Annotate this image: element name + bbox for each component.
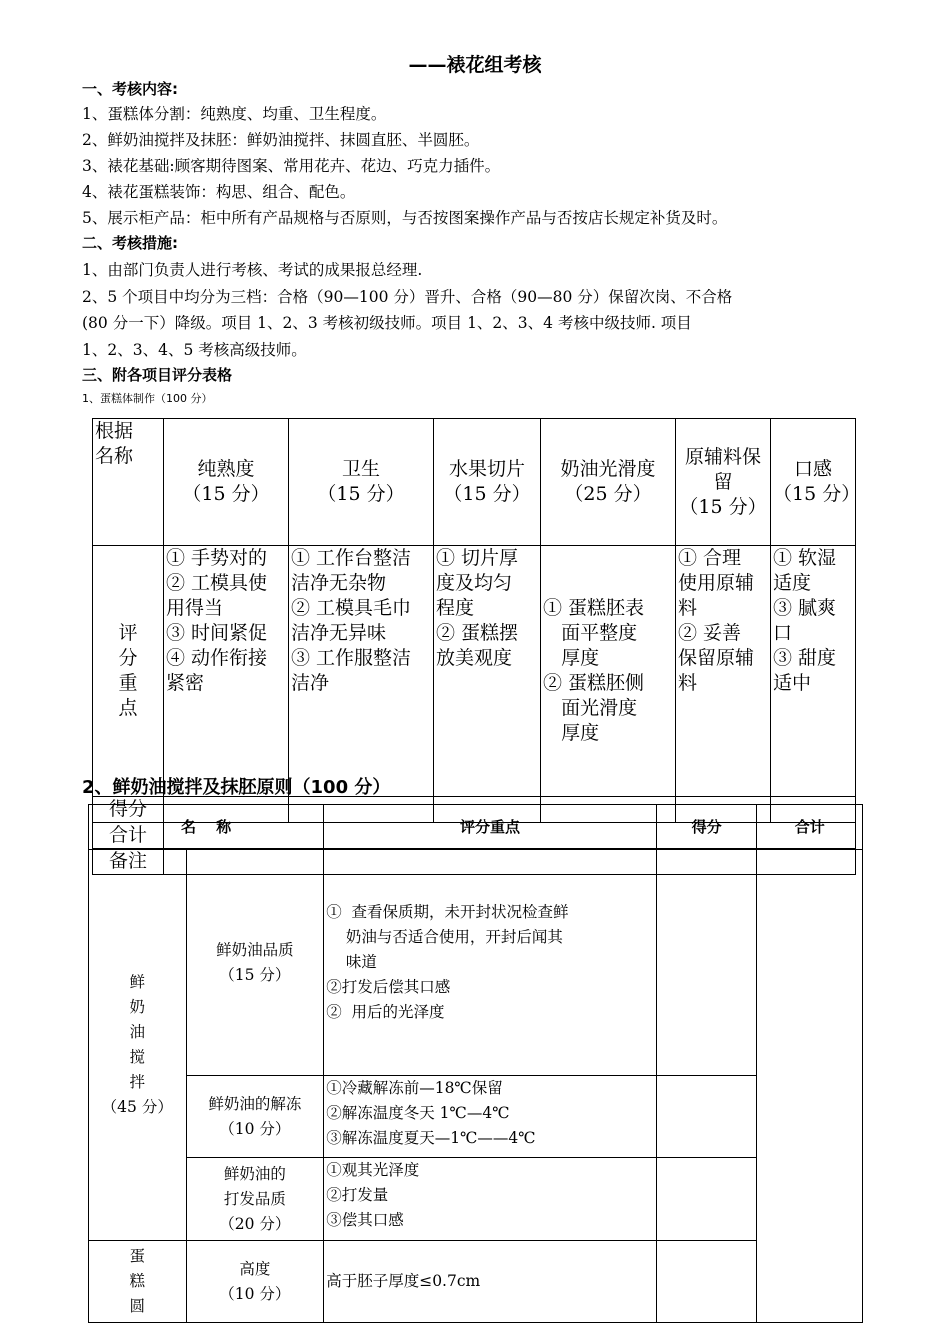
col-header-name: 名 称 [89, 805, 324, 850]
points-materials: ① 合理 使用原辅 料 ② 妥善 保留原辅 料 [676, 546, 771, 797]
item-cream-quality: 鲜奶油品质 （15 分） [186, 850, 324, 1076]
col-header-proficiency: 纯熟度 （15 分） [164, 419, 289, 546]
s1-item-2: 2、鲜奶油搅拌及抹胚：鲜奶油搅拌、抹圆直胚、半圆胚。 [82, 131, 480, 149]
col-header-materials: 原辅料保留 （15 分） [676, 419, 771, 546]
col-header-hygiene: 卫生 （15 分） [289, 419, 434, 546]
item-cream-thawing: 鲜奶油的解冻 （10 分） [186, 1076, 324, 1158]
s1-item-1: 1、蛋糕体分割：纯熟度、均重、卫生程度。 [82, 105, 387, 123]
points-cream-smoothness: ① 蛋糕胚表 面平整度 厚度 ② 蛋糕胚侧 面光滑度 厚度 [541, 546, 676, 797]
table-1-caption: 1、蛋糕体制作（100 分） [82, 392, 213, 405]
page-title: ——裱花组考核 [408, 54, 542, 76]
points-cream-thawing: ①冷藏解冻前—18℃保留 ②解冻温度冬天 1℃—4℃ ③解冻温度夏天—1℃——4℃ [324, 1076, 657, 1158]
s1-item-3: 3、裱花基础:顾客期待图案、常用花卉、花边、巧克力插件。 [82, 157, 501, 175]
s2-item-2: 2、5 个项目中均分为三档：合格（90—100 分）晋升、合格（90—80 分）保留次岗、不合格 [82, 288, 733, 306]
item-whipping-quality: 鲜奶油的 打发品质 （20 分） [186, 1158, 324, 1241]
s2-item-2-cont: (80 分一下）降级。项目 1、2、3 考核初级技师。项目 1、2、3、4 考核中级技师. 项目 [82, 314, 692, 332]
points-proficiency: ① 手势对的 ② 工模具使 用得当 ③ 时间紧促 ④ 动作衔接 紧密 [164, 546, 289, 797]
score-row-label: 得分 [93, 797, 164, 823]
points-whipping-quality: ①观其光泽度 ②打发量 ③偿其口感 [324, 1158, 657, 1241]
s1-item-4: 4、裱花蛋糕装饰：构思、组合、配色。 [82, 183, 356, 201]
col-header-total: 合计 [757, 805, 863, 850]
s2-item-3: 1、2、3、4、5 考核高级技师。 [82, 341, 307, 359]
points-taste: ① 软湿 适度 ③ 腻爽 口 ③ 甜度 适中 [771, 546, 856, 797]
col-header-cream-smoothness: 奶油光滑度 （25 分） [541, 419, 676, 546]
s1-item-5: 5、展示柜产品：柜中所有产品规格与否原则，与否按图案操作产品与否按店长规定补货及时。 [82, 209, 728, 227]
col-header-taste: 口感 （15 分） [771, 419, 856, 546]
score-cell[interactable] [656, 1158, 757, 1241]
score-cell[interactable] [656, 1076, 757, 1158]
points-hygiene: ① 工作台整洁 洁净无杂物 ② 工模具毛巾 洁净无异味 ③ 工作服整洁 洁净 [289, 546, 434, 797]
col-header-fruit-slice: 水果切片 （15 分） [434, 419, 541, 546]
score-cell[interactable] [656, 1241, 757, 1323]
section-1-heading: 一、考核内容: [82, 80, 178, 98]
total-row-label: 合计 [93, 823, 164, 849]
total-cell[interactable] [757, 850, 863, 1323]
points-fruit-slice: ① 切片厚 度及均匀 程度 ② 蛋糕摆 放美观度 [434, 546, 541, 797]
item-height: 高度 （10 分） [186, 1241, 324, 1323]
section-2-heading: 二、考核措施: [82, 234, 178, 252]
corner-header: 根据 名称 [93, 419, 164, 546]
s2-item-1: 1、由部门负责人进行考核、考试的成果报总经理. [82, 261, 423, 279]
points-height: 高于胚子厚度≤0.7cm [324, 1241, 657, 1323]
cream-whipping-score-table [88, 804, 863, 1323]
score-cell[interactable] [656, 850, 757, 1076]
col-header-points: 评分重点 [324, 805, 657, 850]
table-2-caption: 2、鲜奶油搅拌及抹胚原则（100 分） [82, 777, 391, 798]
group-cream-whipping: 鲜 奶 油 搅 拌 （45 分） [89, 850, 187, 1241]
note-row-label: 备注 [93, 849, 164, 875]
col-header-score: 得分 [656, 805, 757, 850]
section-3-heading: 三、附各项目评分表格 [82, 366, 233, 384]
group-cake-round: 蛋 糕 圆 [89, 1241, 187, 1323]
row-label-scoring-points: 评 分 重 点 [93, 546, 164, 797]
points-cream-quality: ① 查看保质期，未开封状况检查鲜 奶油与否适合使用，开封后闻其 味道 ②打发后偿其口感 ② 用后的光泽度 [324, 850, 657, 1076]
